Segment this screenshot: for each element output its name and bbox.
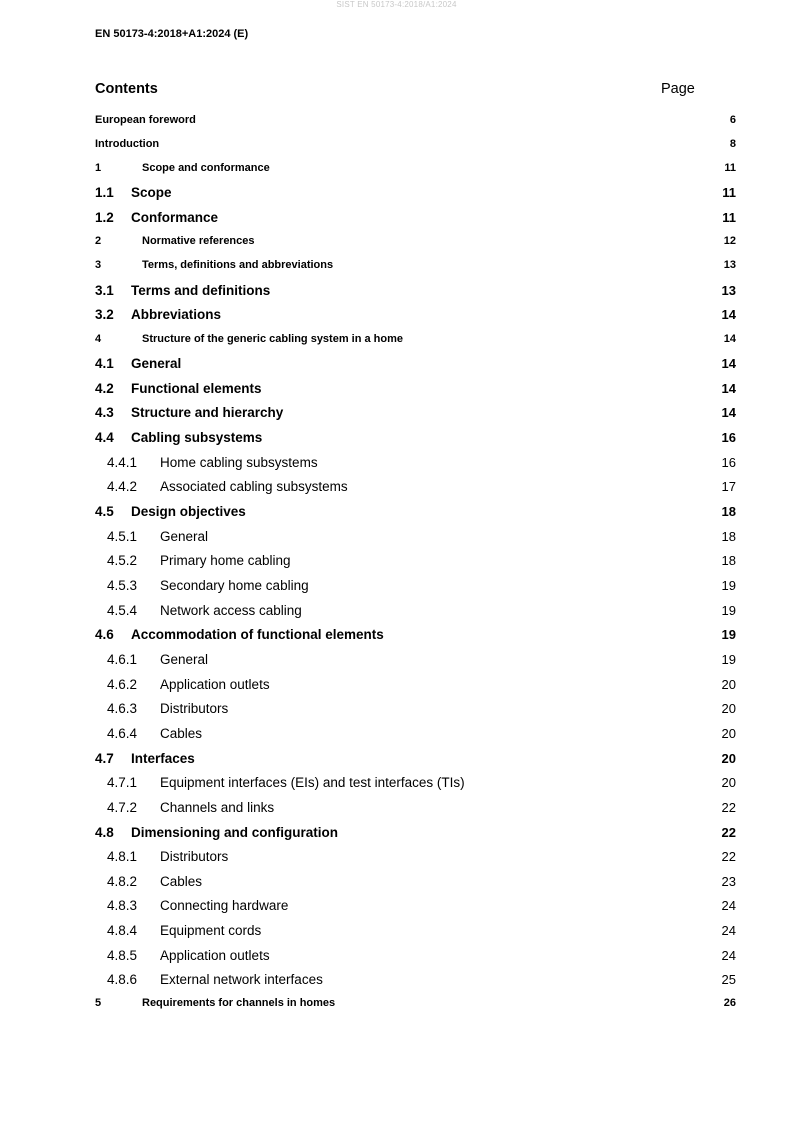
toc-entry-page: 11 xyxy=(724,162,736,174)
toc-entry-number: 4.2 xyxy=(95,381,114,396)
toc-entry-number: 4.7.1 xyxy=(107,775,138,790)
toc-entry-page: 14 xyxy=(721,381,736,396)
toc-entry-title: Scope xyxy=(131,185,172,200)
toc-entry-page: 18 xyxy=(721,553,736,568)
toc-entry-page: 19 xyxy=(721,627,736,642)
toc-entry-page: 14 xyxy=(723,333,736,345)
toc-entry-number: 4.6.3 xyxy=(107,701,138,716)
toc-entry-page: 17 xyxy=(721,479,736,494)
toc-entry-page: 13 xyxy=(723,259,736,271)
toc-entry[interactable] xyxy=(0,898,793,918)
toc-entry-title: Secondary home cabling xyxy=(160,578,309,593)
toc-entry-page: 20 xyxy=(721,751,736,766)
toc-entry-number: 4.6 xyxy=(95,627,114,642)
toc-entry-page: 8 xyxy=(729,138,736,150)
toc-entry-page: 14 xyxy=(721,356,736,371)
toc-entry-number: 4.8.2 xyxy=(107,874,138,889)
toc-entry-number: 4.6.1 xyxy=(107,652,138,667)
toc-entry-number: 4.8.1 xyxy=(107,849,138,864)
toc-entry-number: 4.3 xyxy=(95,405,114,420)
toc-entry[interactable] xyxy=(0,185,793,205)
toc-entry-number: 4.6.2 xyxy=(107,677,138,692)
toc-entry[interactable] xyxy=(0,356,793,376)
toc-entry[interactable] xyxy=(0,603,793,623)
toc-entry-page: 20 xyxy=(721,701,736,716)
toc-entry[interactable] xyxy=(0,923,793,943)
toc-entry[interactable] xyxy=(0,948,793,968)
toc-entry[interactable] xyxy=(0,307,793,327)
toc-entry-title: European foreword xyxy=(95,114,196,126)
toc-entry-title: Network access cabling xyxy=(160,603,302,618)
toc-entry-title: Abbreviations xyxy=(131,307,222,322)
toc-entry[interactable] xyxy=(0,775,793,795)
toc-entry[interactable] xyxy=(0,726,793,746)
toc-entry-page: 16 xyxy=(721,430,736,445)
toc-entry-page: 14 xyxy=(721,405,736,420)
toc-entry[interactable] xyxy=(0,529,793,549)
toc-entry-title: External network interfaces xyxy=(160,972,323,987)
toc-entry[interactable] xyxy=(0,800,793,820)
toc-entry-page: 24 xyxy=(721,898,736,913)
toc-entry-title: Distributors xyxy=(160,849,229,864)
document-id: EN 50173-4:2018+A1:2024 (E) xyxy=(95,28,249,40)
toc-entry[interactable] xyxy=(0,405,793,425)
toc-entry[interactable] xyxy=(0,381,793,401)
toc-entry-number: 4.8.4 xyxy=(107,923,138,938)
toc-entry-page: 24 xyxy=(721,923,736,938)
toc-entry-page: 22 xyxy=(721,825,736,840)
toc-entry-title: Primary home cabling xyxy=(160,553,291,568)
toc-entry-number: 1.1 xyxy=(95,185,114,200)
toc-entry[interactable] xyxy=(0,235,793,255)
toc-entry-number: 4.5.2 xyxy=(107,553,138,568)
toc-entry[interactable] xyxy=(0,114,793,134)
toc-entry-title: Introduction xyxy=(95,138,160,150)
toc-entry-title: Equipment cords xyxy=(160,923,262,938)
toc-entry-title: Channels and links xyxy=(160,800,275,815)
toc-entry[interactable] xyxy=(0,333,793,353)
toc-entry-page: 26 xyxy=(723,997,736,1009)
toc-entry[interactable] xyxy=(0,430,793,450)
toc-entry-title: Terms, definitions and abbreviations xyxy=(142,259,334,271)
toc-entry-page: 19 xyxy=(721,578,736,593)
toc-entry-page: 20 xyxy=(721,775,736,790)
watermark-text: SIST EN 50173-4:2018/A1:2024 xyxy=(336,0,457,9)
toc-entry[interactable] xyxy=(0,874,793,894)
toc-entry[interactable] xyxy=(0,701,793,721)
toc-entry-number: 3.1 xyxy=(95,283,114,298)
toc-entry-title: Cables xyxy=(160,726,203,741)
toc-entry-number: 4.7.2 xyxy=(107,800,138,815)
contents-heading: Contents xyxy=(95,81,158,97)
toc-entry[interactable] xyxy=(0,751,793,771)
toc-entry-title: Requirements for channels in homes xyxy=(142,997,336,1009)
toc-entry-title: Structure and hierarchy xyxy=(131,405,284,420)
toc-entry[interactable] xyxy=(0,652,793,672)
toc-entry-title: Accommodation of functional elements xyxy=(131,627,384,642)
toc-entry-page: 20 xyxy=(721,677,736,692)
toc-entry-title: General xyxy=(160,652,209,667)
toc-entry[interactable] xyxy=(0,849,793,869)
toc-entry-title: Cabling subsystems xyxy=(131,430,263,445)
toc-entry-title: General xyxy=(131,356,182,371)
toc-entry-title: Associated cabling subsystems xyxy=(160,479,348,494)
toc-entry-number: 4.5.1 xyxy=(107,529,138,544)
toc-entry[interactable] xyxy=(0,479,793,499)
toc-entry-title: Terms and definitions xyxy=(131,283,271,298)
toc-entry-title: Dimensioning and configuration xyxy=(131,825,338,840)
toc-entry-title: Distributors xyxy=(160,701,229,716)
toc-entry-title: Conformance xyxy=(131,210,219,225)
toc-entry[interactable] xyxy=(0,627,793,647)
toc-entry[interactable] xyxy=(0,504,793,524)
toc-entry[interactable] xyxy=(0,162,793,182)
toc-entry-number: 4.8.6 xyxy=(107,972,138,987)
toc-entry[interactable] xyxy=(0,578,793,598)
toc-entry-page: 14 xyxy=(721,307,736,322)
toc-entry-page: 25 xyxy=(721,972,736,987)
toc-entry-title: Connecting hardware xyxy=(160,898,289,913)
page-column-label: Page xyxy=(661,81,695,97)
toc-entry-title: Interfaces xyxy=(131,751,195,766)
toc-entry-page: 22 xyxy=(721,849,736,864)
toc-entry-number: 4.5.4 xyxy=(107,603,138,618)
toc-entry-title: Scope and conformance xyxy=(142,162,270,174)
toc-entry-page: 11 xyxy=(722,210,736,225)
toc-entry-number: 4.8 xyxy=(95,825,114,840)
toc-entry[interactable] xyxy=(0,259,793,279)
toc-entry-number: 4.4.1 xyxy=(107,455,138,470)
toc-entry[interactable] xyxy=(0,283,793,303)
toc-entry-page: 11 xyxy=(722,185,736,200)
toc-entry-number: 1.2 xyxy=(95,210,114,225)
toc-entry-title: Normative references xyxy=(142,235,255,247)
toc-entry-page: 19 xyxy=(721,652,736,667)
toc-entry[interactable] xyxy=(0,210,793,230)
toc-entry[interactable] xyxy=(0,553,793,573)
toc-entry-number: 4.8.5 xyxy=(107,948,138,963)
toc-entry-title: Structure of the generic cabling system in a home xyxy=(142,333,404,345)
toc-entry-number: 4.5 xyxy=(95,504,114,519)
toc-entry[interactable] xyxy=(0,677,793,697)
toc-entry-number: 3 xyxy=(95,259,102,271)
toc-entry[interactable] xyxy=(0,825,793,845)
toc-entry-title: Home cabling subsystems xyxy=(160,455,318,470)
toc-entry-title: Cables xyxy=(160,874,203,889)
toc-entry[interactable] xyxy=(0,455,793,475)
toc-entry-number: 4.5.3 xyxy=(107,578,138,593)
toc-entry-title: Equipment interfaces (EIs) and test interfaces (TIs) xyxy=(160,775,465,790)
toc-entry-title: Functional elements xyxy=(131,381,262,396)
toc-entry-number: 4.4 xyxy=(95,430,114,445)
toc-entry-number: 2 xyxy=(95,235,102,247)
toc-entry-number: 5 xyxy=(95,997,102,1009)
toc-entry-title: General xyxy=(160,529,209,544)
toc-entry-number: 3.2 xyxy=(95,307,114,322)
toc-entry-number: 4.1 xyxy=(95,356,114,371)
toc-entry-number: 4 xyxy=(95,333,102,345)
toc-entry-page: 23 xyxy=(721,874,736,889)
toc-entry[interactable] xyxy=(0,972,793,992)
toc-entry-number: 4.4.2 xyxy=(107,479,138,494)
toc-entry-page: 18 xyxy=(721,504,736,519)
toc-entry-number: 4.7 xyxy=(95,751,114,766)
toc-entry-page: 13 xyxy=(721,283,736,298)
toc-entry-page: 19 xyxy=(721,603,736,618)
toc-entry[interactable] xyxy=(0,138,793,158)
toc-entry-title: Application outlets xyxy=(160,677,270,692)
toc-entry-page: 12 xyxy=(723,235,736,247)
toc-entry-page: 18 xyxy=(721,529,736,544)
toc-entry-number: 4.6.4 xyxy=(107,726,138,741)
toc-entry-title: Application outlets xyxy=(160,948,270,963)
toc-entry[interactable] xyxy=(0,997,793,1017)
toc-entry-page: 6 xyxy=(729,114,736,126)
toc-entry-page: 24 xyxy=(721,948,736,963)
toc-entry-number: 4.8.3 xyxy=(107,898,138,913)
toc-entry-page: 16 xyxy=(721,455,736,470)
toc-entry-number: 1 xyxy=(95,162,102,174)
toc-entry-page: 22 xyxy=(721,800,736,815)
toc-entry-page: 20 xyxy=(721,726,736,741)
toc-entry-title: Design objectives xyxy=(131,504,246,519)
